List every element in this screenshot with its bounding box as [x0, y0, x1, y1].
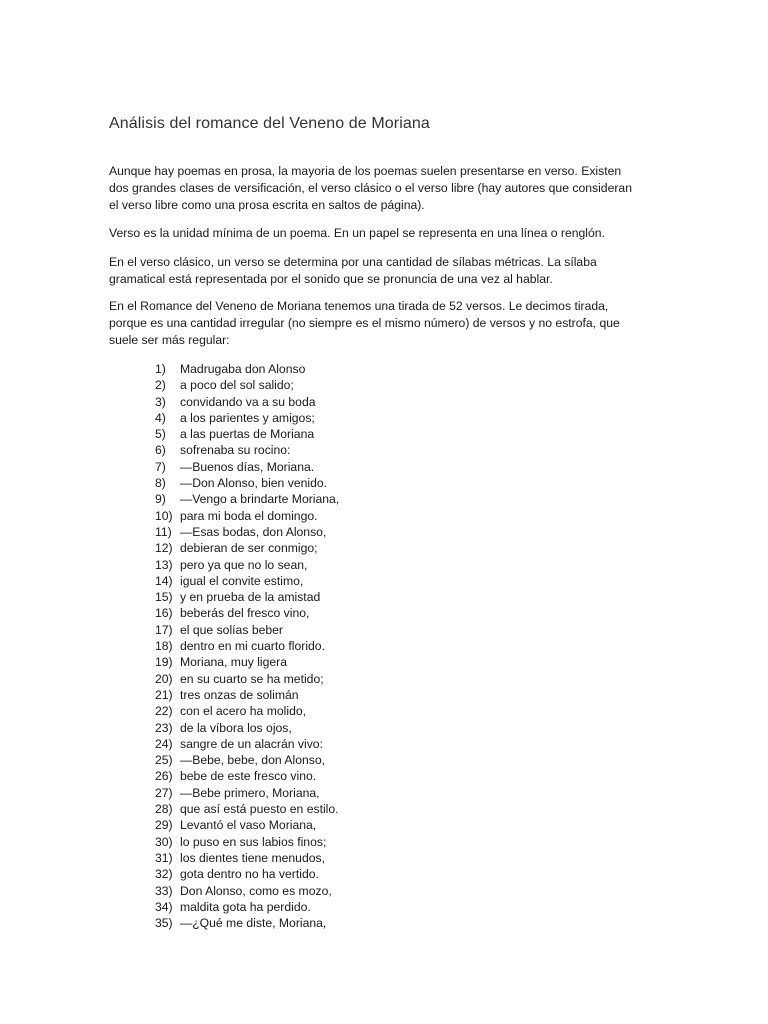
verse-number: 19) — [155, 655, 173, 670]
verse-text: a los parientes y amigos; — [180, 410, 315, 425]
verse-text: en su cuarto se ha metido; — [180, 671, 324, 686]
verse-number: 26) — [155, 769, 173, 784]
verse-number: 31) — [155, 850, 173, 865]
paragraph-tirada — [109, 298, 669, 349]
verse-number: 18) — [155, 639, 173, 654]
verse-text: maldita gota ha perdido. — [180, 899, 311, 914]
paragraph-verse-definition — [109, 225, 669, 242]
verse-number: 7) — [155, 459, 166, 474]
verse-text: convidando va a su boda — [180, 394, 316, 409]
paragraph-line: Verso es la unidad mínima de un poema. En un papel se representa en una línea o renglón. — [109, 226, 605, 240]
verse-line — [155, 605, 339, 621]
verse-line — [155, 752, 339, 768]
verse-line — [155, 410, 339, 426]
verse-text: Levantó el vaso Moriana, — [180, 818, 317, 833]
verse-line — [155, 720, 339, 736]
verse-line — [155, 915, 339, 931]
verse-line — [155, 736, 339, 752]
verse-text: lo puso en sus labios finos; — [180, 834, 327, 849]
verse-line — [155, 508, 339, 524]
verse-line — [155, 866, 339, 882]
verse-number: 9) — [155, 492, 166, 507]
verse-line — [155, 899, 339, 915]
verse-line — [155, 459, 339, 475]
verse-text: sangre de un alacrán vivo: — [180, 736, 323, 751]
verse-number: 16) — [155, 606, 173, 621]
verse-text: Moriana, muy ligera — [180, 655, 288, 670]
verse-line — [155, 622, 339, 638]
verse-line — [155, 426, 339, 442]
verse-number: 12) — [155, 541, 173, 556]
verse-text: debieran de ser conmigo; — [180, 541, 318, 556]
verse-line — [155, 687, 339, 703]
verse-text: los dientes tiene menudos, — [180, 850, 325, 865]
verse-number: 17) — [155, 622, 173, 637]
verse-text: beberás del fresco vino, — [180, 606, 310, 621]
verse-text: —Vengo a brindarte Moriana, — [180, 492, 340, 507]
document-title: Análisis del romance del Veneno de Moriana — [109, 115, 430, 132]
verse-number: 2) — [155, 378, 166, 393]
verse-text: el que solías beber — [180, 622, 283, 637]
verse-line — [155, 703, 339, 719]
verse-list — [155, 361, 339, 931]
verse-number: 34) — [155, 899, 173, 914]
paragraph-line: el verso libre como una prosa escrita en saltos de página). — [109, 198, 425, 212]
verse-text: dentro en mi cuarto florido. — [180, 639, 325, 654]
verse-text: —Bebe, bebe, don Alonso, — [180, 753, 326, 768]
verse-number: 5) — [155, 427, 166, 442]
verse-text: de la víbora los ojos, — [180, 720, 292, 735]
paragraph-line: Aunque hay poemas en prosa, la mayoria de los poemas suelen presentarse en verso. Existen — [109, 164, 622, 178]
verse-line — [155, 442, 339, 458]
verse-number: 4) — [155, 410, 166, 425]
verse-number: 33) — [155, 883, 173, 898]
verse-line — [155, 475, 339, 491]
verse-number: 32) — [155, 867, 173, 882]
paragraph-line: En el Romance del Veneno de Moriana tenemos una tirada de 52 versos. Le decimos tirada, — [109, 299, 609, 313]
verse-text: Madrugaba don Alonso — [180, 362, 306, 376]
verse-number: 35) — [155, 916, 173, 931]
verse-text: —Bebe primero, Moriana, — [180, 785, 320, 800]
paragraph-classic-verse — [109, 254, 669, 288]
verse-number: 25) — [155, 753, 173, 768]
verse-line — [155, 524, 339, 540]
paragraph-line: porque es una cantidad irregular (no siempre es el mismo número) de versos y no estrofa, que — [109, 316, 620, 330]
verse-text: —Buenos días, Moriana. — [180, 459, 315, 474]
verse-line — [155, 377, 339, 393]
verse-number: 23) — [155, 720, 173, 735]
verse-number: 27) — [155, 785, 173, 800]
verse-line — [155, 801, 339, 817]
verse-number: 20) — [155, 671, 173, 686]
paragraph-line: En el verso clásico, un verso se determina por una cantidad de sílabas métricas. La sílaba — [109, 255, 597, 269]
verse-line — [155, 573, 339, 589]
verse-text: —Esas bodas, don Alonso, — [180, 524, 327, 539]
verse-number: 21) — [155, 687, 173, 702]
verse-line — [155, 834, 339, 850]
verse-line — [155, 768, 339, 784]
verse-text: con el acero ha molido, — [180, 704, 307, 719]
verse-text: para mi boda el domingo. — [180, 508, 318, 523]
verse-text: bebe de este fresco vino. — [180, 769, 317, 784]
paragraph-intro — [109, 163, 669, 214]
verse-text: igual el convite estimo, — [180, 573, 304, 588]
verse-number: 6) — [155, 443, 166, 458]
verse-line — [155, 491, 339, 507]
verse-text: tres onzas de solimán — [180, 687, 299, 702]
verse-number: 3) — [155, 394, 166, 409]
verse-text: y en prueba de la amistad — [180, 590, 321, 605]
verse-number: 1) — [155, 362, 166, 376]
verse-number: 24) — [155, 736, 173, 751]
paragraph-line: suele ser más regular: — [109, 333, 230, 347]
verse-number: 8) — [155, 476, 166, 491]
paragraph-line: dos grandes clases de versificación, el verso clásico o el verso libre (hay autores que consideran — [109, 181, 632, 195]
verse-line — [155, 557, 339, 573]
verse-line — [155, 883, 339, 899]
verse-number: 15) — [155, 590, 173, 605]
verse-number: 11) — [155, 524, 172, 539]
verse-number: 13) — [155, 557, 173, 572]
verse-text: sofrenaba su rocino: — [180, 443, 291, 458]
verse-number: 29) — [155, 818, 173, 833]
verse-line — [155, 654, 339, 670]
verse-line — [155, 638, 339, 654]
verse-number: 14) — [155, 573, 173, 588]
verse-text: —¿Qué me diste, Moriana, — [180, 916, 327, 931]
paragraph-line: gramatical está representada por el sonido que se pronuncia de una vez al hablar. — [109, 272, 553, 286]
verse-line — [155, 817, 339, 833]
verse-text: que así está puesto en estilo. — [180, 802, 339, 817]
verse-text: Don Alonso, como es mozo, — [180, 883, 332, 898]
verse-text: a poco del sol salido; — [180, 378, 294, 393]
verse-number: 28) — [155, 802, 173, 817]
verse-number: 22) — [155, 704, 173, 719]
verse-line — [155, 361, 339, 377]
verse-text: gota dentro no ha vertido. — [180, 867, 319, 882]
verse-text: pero ya que no lo sean, — [180, 557, 308, 572]
verse-line — [155, 850, 339, 866]
verse-text: a las puertas de Moriana — [180, 427, 315, 442]
verse-line — [155, 589, 339, 605]
verse-line — [155, 671, 339, 687]
verse-line — [155, 394, 339, 410]
verse-text: —Don Alonso, bien venido. — [180, 476, 328, 491]
verse-line — [155, 540, 339, 556]
verse-number: 30) — [155, 834, 173, 849]
verse-line — [155, 785, 339, 801]
verse-number: 10) — [155, 508, 173, 523]
